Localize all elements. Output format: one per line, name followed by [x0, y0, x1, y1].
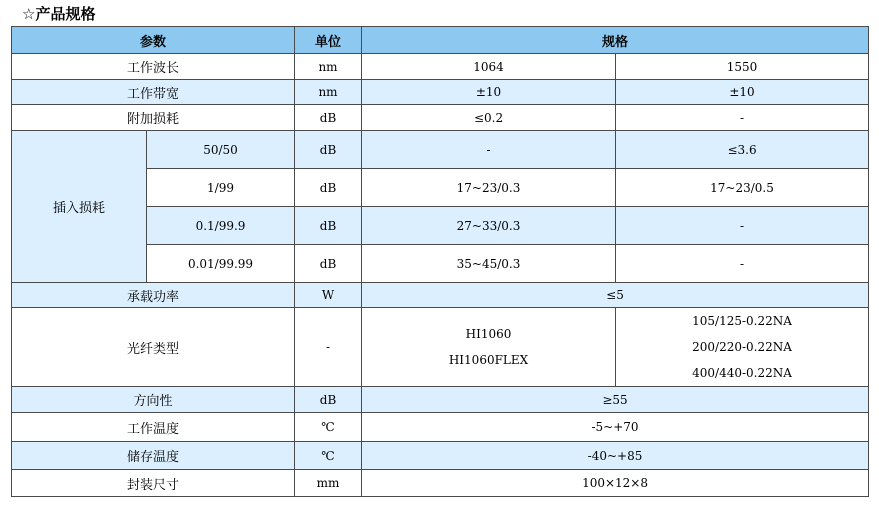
- row-label: 储存温度: [12, 442, 295, 470]
- row-value: ≤5: [362, 283, 869, 308]
- row-label: 封装尺寸: [12, 470, 295, 497]
- row-value-a: -: [362, 131, 616, 169]
- table-row: [12, 131, 869, 169]
- table-row: [12, 105, 869, 131]
- ratio-cell: 1/99: [147, 169, 295, 207]
- row-unit: dB: [295, 387, 362, 413]
- section-title: ☆产品规格: [22, 5, 96, 23]
- fiber-item: HI1060: [465, 327, 512, 341]
- fiber-list-a: [362, 308, 616, 387]
- row-unit: ℃: [295, 413, 362, 442]
- fiber-item: 105/125-0.22NA: [692, 314, 792, 328]
- ratio-cell: 0.01/99.99: [147, 245, 295, 283]
- row-unit: dB: [295, 169, 362, 207]
- row-value: 100×12×8: [362, 470, 869, 497]
- row-value: -40~+85: [362, 442, 869, 470]
- ratio-cell: 50/50: [147, 131, 295, 169]
- row-value-a: 17~23/0.3: [362, 169, 616, 207]
- row-value-a: 35~45/0.3: [362, 245, 616, 283]
- insertion-loss-label: 插入损耗: [12, 131, 147, 283]
- table-row: [12, 442, 869, 470]
- header-spec: 规格: [362, 27, 869, 54]
- header-row: [12, 27, 869, 54]
- row-unit: ℃: [295, 442, 362, 470]
- spec-table: [11, 26, 869, 497]
- row-label: 承载功率: [12, 283, 295, 308]
- row-value-b: -: [616, 105, 869, 131]
- row-unit: nm: [295, 80, 362, 105]
- header-unit: 单位: [295, 27, 362, 54]
- table-row: [12, 54, 869, 80]
- table-row: [12, 470, 869, 497]
- row-unit: W: [295, 283, 362, 308]
- row-unit: dB: [295, 245, 362, 283]
- row-unit: mm: [295, 470, 362, 497]
- row-unit: nm: [295, 54, 362, 80]
- row-label: 光纤类型: [12, 308, 295, 387]
- row-value-b: ≤3.6: [616, 131, 869, 169]
- row-label: 工作温度: [12, 413, 295, 442]
- row-label: 工作波长: [12, 54, 295, 80]
- row-value-b: 17~23/0.5: [616, 169, 869, 207]
- row-value-a: 1064: [362, 54, 616, 80]
- fiber-item: 200/220-0.22NA: [692, 340, 792, 354]
- row-value-b: ±10: [616, 80, 869, 105]
- row-unit: dB: [295, 105, 362, 131]
- ratio-cell: 0.1/99.9: [147, 207, 295, 245]
- header-param: 参数: [12, 27, 295, 54]
- row-value: -5~+70: [362, 413, 869, 442]
- row-value-a: ≤0.2: [362, 105, 616, 131]
- row-value-a: 27~33/0.3: [362, 207, 616, 245]
- row-label: 附加损耗: [12, 105, 295, 131]
- row-unit: -: [295, 308, 362, 387]
- row-value-b: 1550: [616, 54, 869, 80]
- row-label: 方向性: [12, 387, 295, 413]
- table-row: [12, 308, 869, 387]
- row-value-b: -: [616, 207, 869, 245]
- table-row: [12, 283, 869, 308]
- fiber-list-b: [616, 308, 869, 387]
- row-unit: dB: [295, 131, 362, 169]
- table-row: [12, 80, 869, 105]
- table-row: [12, 413, 869, 442]
- row-value-a: ±10: [362, 80, 616, 105]
- row-label: 工作带宽: [12, 80, 295, 105]
- table-row: [12, 387, 869, 413]
- row-unit: dB: [295, 207, 362, 245]
- row-value-b: -: [616, 245, 869, 283]
- row-value: ≥55: [362, 387, 869, 413]
- fiber-item: HI1060FLEX: [448, 353, 529, 367]
- fiber-item: 400/440-0.22NA: [692, 366, 792, 380]
